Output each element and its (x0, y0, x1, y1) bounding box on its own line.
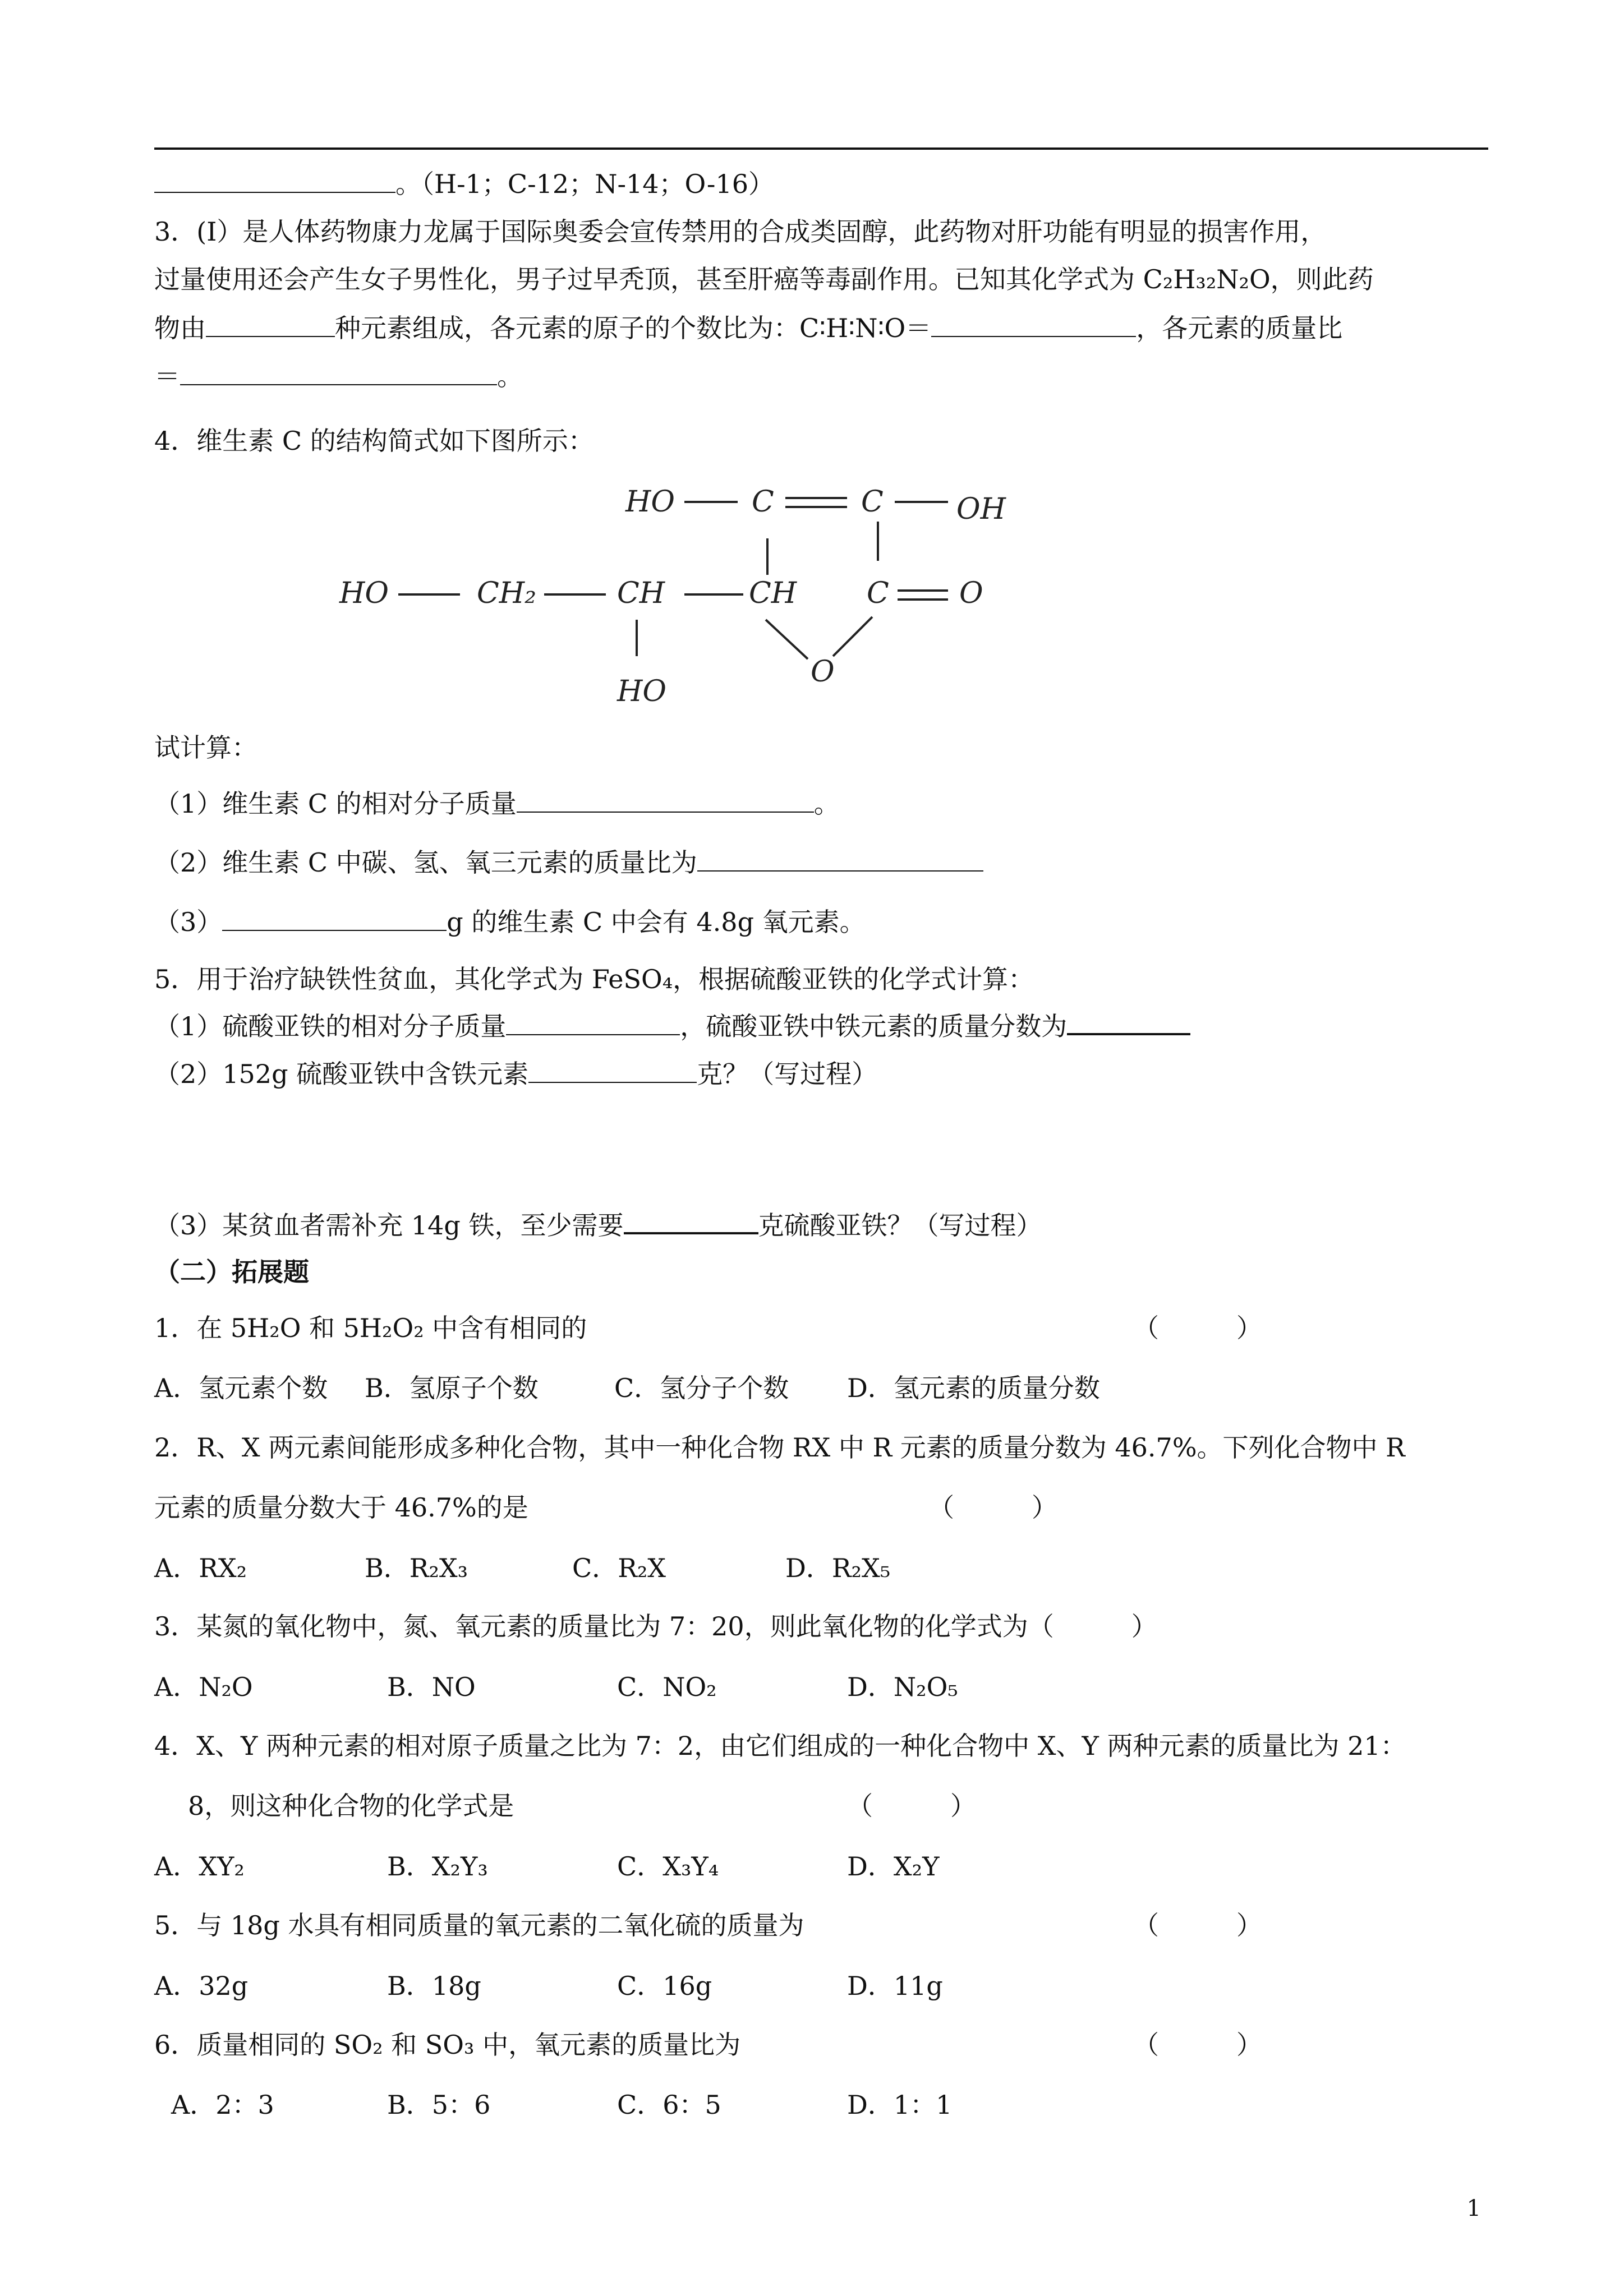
option-d[interactable]: D．1：1 (847, 2090, 953, 2120)
ext-q4-stem2: 8，则这种化合物的化学式是 (188, 1791, 514, 1821)
option-a[interactable]: A．XY₂ (154, 1851, 245, 1882)
page-number: 1 (1466, 2196, 1481, 2221)
answer-blank[interactable] (624, 1210, 758, 1234)
q5-intro: 5．用于治疗缺铁性贫血，其化学式为 FeSO₄，根据硫酸亚铁的化学式计算： (154, 964, 1034, 994)
option-a[interactable]: A．氢元素个数 (154, 1373, 328, 1403)
ext-q4-stem1: 4．X、Y 两种元素的相对原子质量之比为 7：2，由它们组成的一种化合物中 X、Y 两种元素的质量比为 21： (154, 1731, 1406, 1761)
option-c[interactable]: C．X₃Y₄ (617, 1851, 719, 1882)
option-d[interactable]: D．11g (847, 1971, 943, 2001)
q3-line4 (154, 361, 523, 392)
option-b[interactable]: B．氢原子个数 (365, 1373, 539, 1403)
q5-part2 (154, 1058, 877, 1090)
option-d[interactable]: D．X₂Y (847, 1851, 940, 1882)
structure-label: CH (617, 577, 665, 610)
option-a[interactable]: A．2：3 (171, 2090, 274, 2120)
q4-part3 (154, 906, 866, 938)
option-d[interactable]: D．N₂O₅ (847, 1672, 958, 1702)
structure-label: O (959, 577, 983, 610)
structure-label: O (811, 655, 835, 689)
q4-text: 。 (813, 789, 840, 819)
q5-text: ，硫酸亚铁中铁元素的质量分数为 (680, 1011, 1068, 1041)
structure-label: CH (749, 577, 797, 610)
option-d[interactable]: D．R₂X₅ (785, 1553, 891, 1583)
q5-text: （2）152g 硫酸亚铁中含铁元素 (154, 1059, 529, 1089)
ext-q5-stem: 5．与 18g 水具有相同质量的氧元素的二氧化硫的质量为 (154, 1910, 804, 1940)
q5-part3 (154, 1210, 1042, 1241)
answer-blank[interactable] (528, 1059, 697, 1083)
structure-label: HO (617, 675, 666, 708)
answer-paren[interactable]: （ ） (1133, 2030, 1262, 2060)
option-a[interactable]: A．32g (154, 1971, 249, 2001)
option-c[interactable]: C．R₂X (572, 1553, 666, 1583)
ext-q1-stem: 1．在 5H₂O 和 5H₂O₂ 中含有相同的 (154, 1313, 587, 1343)
q4-text: （2）维生素 C 中碳、氢、氧三元素的质量比为 (154, 847, 697, 878)
vitamin-c-structure (325, 477, 1055, 718)
option-b[interactable]: B．X₂Y₃ (387, 1851, 488, 1882)
q3-line2: 过量使用还会产生女子男性化，男子过早秃顶，甚至肝癌等毒副作用。已知其化学式为 C₂H₃₂N₂O，则此药 (154, 264, 1374, 294)
answer-blank[interactable] (180, 362, 497, 385)
q4-intro: 4．维生素 C 的结构简式如下图所示： (154, 426, 594, 456)
structure-label: C (867, 577, 889, 610)
answer-blank[interactable] (517, 789, 814, 813)
structure-label: HO (339, 577, 389, 610)
ext-q2-stem1: 2．R、X 两元素间能形成多种化合物，其中一种化合物 RX 中 R 元素的质量分数为 46.7%。下列化合物中 R (154, 1432, 1405, 1463)
q4-part1 (154, 788, 840, 819)
answer-paren[interactable]: （ ） (1133, 1910, 1262, 1940)
answer-paren[interactable]: （ ） (1133, 1313, 1262, 1343)
ext-q6-stem: 6．质量相同的 SO₂ 和 SO₃ 中，氧元素的质量比为 (154, 2030, 741, 2060)
q4-text: g 的维生素 C 中会有 4.8g 氧元素。 (447, 907, 866, 937)
option-b[interactable]: B．5：6 (387, 2090, 491, 2120)
carryover-line (154, 168, 774, 200)
q3-text: 种元素组成，各元素的原子的个数比为：C∶H∶N∶O＝ (335, 313, 932, 343)
option-b[interactable]: B．18g (387, 1971, 481, 2001)
option-c[interactable]: C．氢分子个数 (614, 1373, 789, 1403)
answer-paren[interactable]: （ ） (847, 1791, 976, 1821)
answer-blank[interactable] (931, 313, 1136, 337)
q3-text: 。 (497, 361, 523, 391)
option-d[interactable]: D．氢元素的质量分数 (847, 1373, 1100, 1403)
q5-text: （3）某贫血者需补充 14g 铁，至少需要 (154, 1210, 624, 1241)
answer-blank[interactable] (506, 1012, 680, 1035)
option-c[interactable]: C．16g (617, 1971, 712, 2001)
answer-blank[interactable] (154, 169, 395, 193)
q4-text: （3） (154, 907, 223, 937)
q4-part2 (154, 847, 983, 878)
answer-blank[interactable] (1067, 1011, 1190, 1035)
q3-text: 物由 (154, 313, 206, 343)
q3-text: ，各元素的质量比 (1136, 313, 1343, 343)
structure-label: OH (956, 492, 1006, 526)
answer-blank[interactable] (206, 313, 335, 337)
q3-line3 (154, 312, 1342, 344)
q5-text: 克硫酸亚铁？（写过程） (758, 1210, 1042, 1241)
q5-part1 (154, 1011, 1190, 1042)
ext-q3-stem: 3．某氮的氧化物中，氮、氧元素的质量比为 7：20，则此氧化物的化学式为（ ） (154, 1611, 1157, 1642)
q3-line1: 3．(I）是人体药物康力龙属于国际奥委会宣传禁用的合成类固醇，此药物对肝功能有明显的损害作用， (154, 216, 1327, 247)
q4-try: 试计算： (154, 732, 257, 763)
structure-label: C (861, 485, 884, 519)
answer-paren[interactable]: （ ） (928, 1492, 1057, 1523)
structure-label: C (752, 485, 774, 519)
q5-text: （1）硫酸亚铁的相对分子质量 (154, 1011, 507, 1041)
answer-blank[interactable] (222, 907, 447, 931)
section-heading: （二）拓展题 (154, 1257, 309, 1287)
option-a[interactable]: A．RX₂ (154, 1553, 247, 1583)
answer-blank[interactable] (697, 848, 983, 872)
option-c[interactable]: C．NO₂ (617, 1672, 717, 1702)
header-rule (154, 147, 1488, 150)
structure-label: CH₂ (477, 577, 536, 610)
structure-label: HO (625, 485, 675, 519)
q5-text: 克？（写过程） (697, 1059, 878, 1089)
option-b[interactable]: B．R₂X₃ (365, 1553, 468, 1583)
option-c[interactable]: C．6：5 (617, 2090, 721, 2120)
ext-q2-stem2: 元素的质量分数大于 46.7%的是 (154, 1492, 528, 1523)
atomic-masses: 。（H-1；C-12；N-14；O-16） (395, 169, 774, 199)
option-a[interactable]: A．N₂O (154, 1672, 253, 1702)
option-b[interactable]: B．NO (387, 1672, 476, 1702)
q4-text: （1）维生素 C 的相对分子质量 (154, 789, 517, 819)
q3-text: ＝ (154, 361, 180, 391)
